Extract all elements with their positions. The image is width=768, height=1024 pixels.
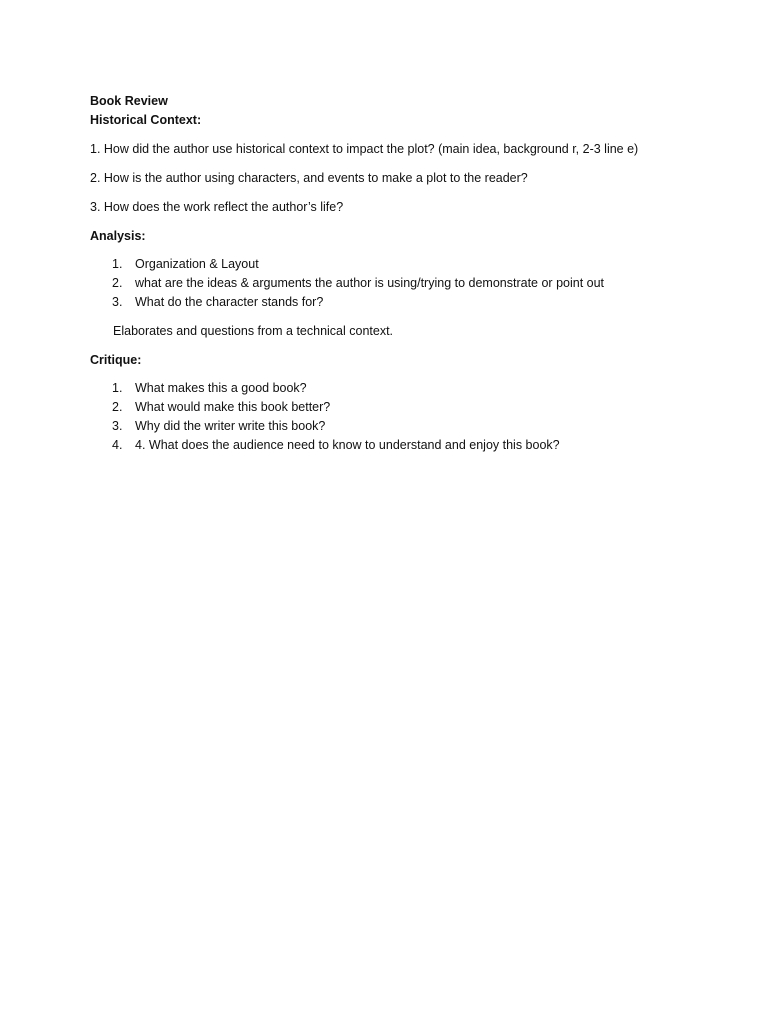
list-item <box>90 398 730 417</box>
list-text: Why did the writer write this book? <box>135 419 326 433</box>
analysis-heading: Analysis: <box>90 229 146 243</box>
list-number: 2. <box>112 400 123 414</box>
list-item <box>90 255 730 274</box>
analysis-note: Elaborates and questions from a technical context. <box>113 324 394 338</box>
list-number: 1. <box>112 257 123 271</box>
list-number: 3. <box>112 295 123 309</box>
list-text: What would make this book better? <box>135 400 331 414</box>
analysis-list <box>90 255 730 312</box>
historical-question: 2. How is the author using characters, and events to make a plot to the reader? <box>90 171 528 185</box>
critique-heading: Critique: <box>90 353 142 367</box>
list-text: 4. What does the audience need to know to understand and enjoy this book? <box>135 438 560 452</box>
list-number: 3. <box>112 419 123 433</box>
list-text: What makes this a good book? <box>135 381 307 395</box>
list-item <box>90 417 730 436</box>
list-number: 1. <box>112 381 123 395</box>
critique-list <box>90 379 730 455</box>
historical-context-heading: Historical Context: <box>90 113 202 127</box>
historical-question: 1. How did the author use historical context to impact the plot? (main idea, background r, 2-3 line e) <box>90 142 639 156</box>
historical-question: 3. How does the work reflect the author’s life? <box>90 200 344 214</box>
list-item <box>90 293 730 312</box>
list-text: what are the ideas & arguments the author is using/trying to demonstrate or point out <box>135 276 605 290</box>
list-item <box>90 274 730 293</box>
list-item <box>90 379 730 398</box>
list-item <box>90 436 730 455</box>
document-title: Book Review <box>90 94 168 108</box>
list-text: Organization & Layout <box>135 257 259 271</box>
list-number: 2. <box>112 276 123 290</box>
document-page <box>90 92 730 455</box>
list-number: 4. <box>112 438 123 452</box>
list-text: What do the character stands for? <box>135 295 324 309</box>
